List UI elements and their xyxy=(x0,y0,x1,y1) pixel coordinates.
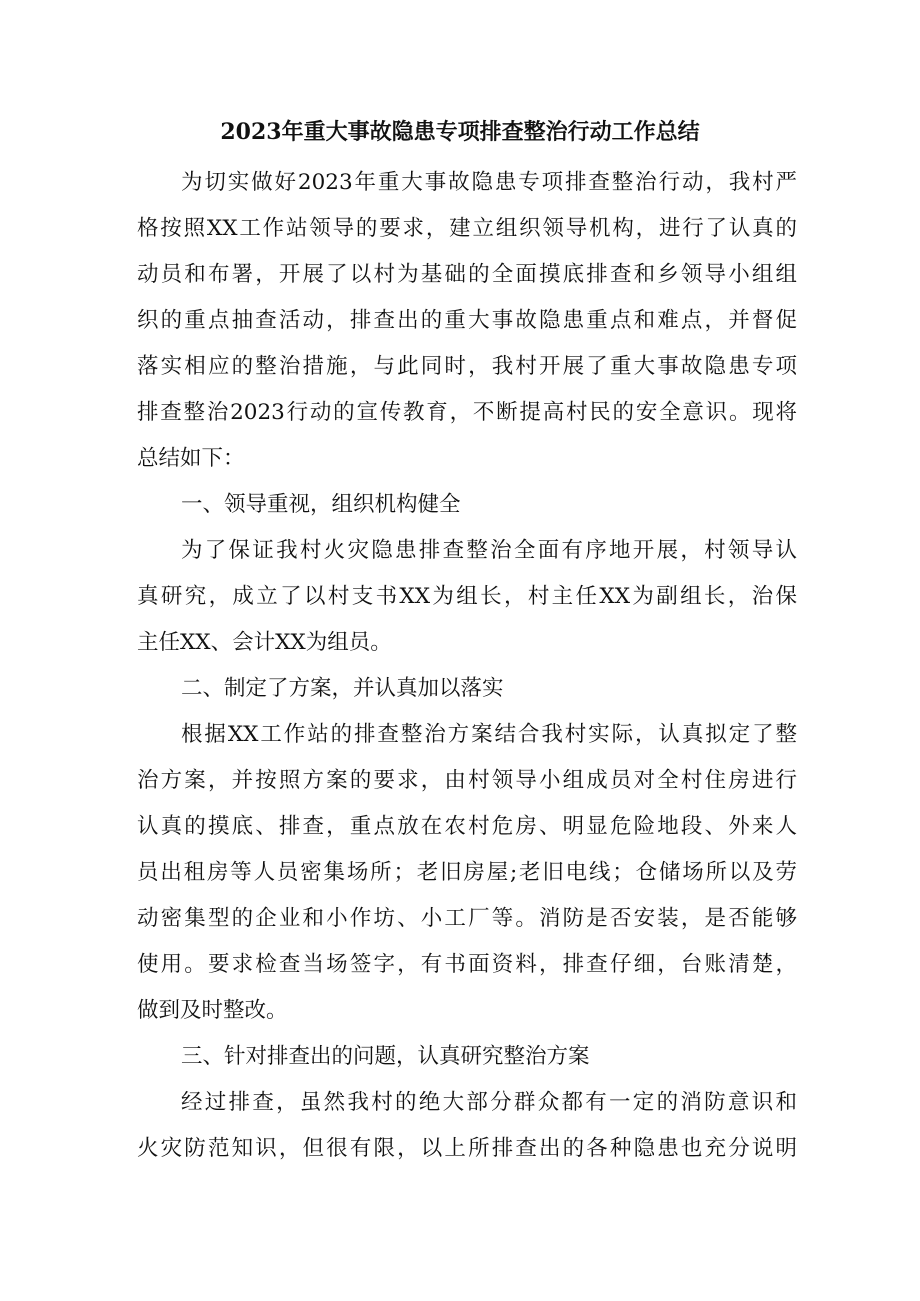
document-title: 2023年重大事故隐患专项排查整治行动工作总结 xyxy=(220,119,700,145)
paragraph-3-line-1: 根据XX工作站的排查整治方案结合我村实际，认真拟定了整 xyxy=(181,722,797,747)
section-heading-2: 二、制定了方案，并认真加以落实 xyxy=(181,676,504,701)
paragraph-3-line-4: 员出租房等人员密集场所；老旧房屋;老旧电线；仓储场所以及劳 xyxy=(137,860,797,885)
paragraph-4-line-1: 经过排查，虽然我村的绝大部分群众都有一定的消防意识和 xyxy=(181,1090,797,1115)
paragraph-1-line-7: 总结如下： xyxy=(137,446,245,471)
paragraph-3-line-6: 使用。要求检查当场签字，有书面资料，排查仔细，台账清楚， xyxy=(137,952,797,977)
paragraph-2-line-3: 主任XX、会计XX为组员。 xyxy=(137,630,392,655)
paragraph-2-line-2: 真研究，成立了以村支书XX为组长，村主任XX为副组长，治保 xyxy=(137,584,797,609)
paragraph-1-line-4: 织的重点抽查活动，排查出的重大事故隐患重点和难点，并督促 xyxy=(137,308,797,333)
paragraph-1-line-2: 格按照XX工作站领导的要求，建立组织领导机构，进行了认真的 xyxy=(137,216,797,241)
paragraph-3-line-3: 认真的摸底、排查，重点放在农村危房、明显危险地段、外来人 xyxy=(137,814,797,839)
paragraph-3-line-7: 做到及时整改。 xyxy=(137,998,288,1023)
paragraph-2-line-1: 为了保证我村火灾隐患排查整治全面有序地开展，村领导认 xyxy=(181,538,797,563)
paragraph-1-line-5: 落实相应的整治措施，与此同时，我村开展了重大事故隐患专项 xyxy=(137,354,797,379)
paragraph-3-line-2: 治方案，并按照方案的要求，由村领导小组成员对全村住房进行 xyxy=(137,768,797,793)
paragraph-4-line-2: 火灾防范知识，但很有限，以上所排查出的各种隐患也充分说明 xyxy=(137,1136,797,1161)
section-heading-1: 一、领导重视，组织机构健全 xyxy=(181,492,461,517)
paragraph-1-line-6: 排查整治2023行动的宣传教育，不断提高村民的安全意识。现将 xyxy=(137,400,797,425)
document-body xyxy=(137,160,797,1172)
paragraph-1-line-1: 为切实做好2023年重大事故隐患专项排查整治行动，我村严 xyxy=(181,170,797,195)
paragraph-3-line-5: 动密集型的企业和小作坊、小工厂等。消防是否安装，是否能够 xyxy=(137,906,797,931)
section-heading-3: 三、针对排查出的问题，认真研究整治方案 xyxy=(181,1044,590,1069)
paragraph-1-line-3: 动员和布署，开展了以村为基础的全面摸底排查和乡领导小组组 xyxy=(137,262,797,287)
